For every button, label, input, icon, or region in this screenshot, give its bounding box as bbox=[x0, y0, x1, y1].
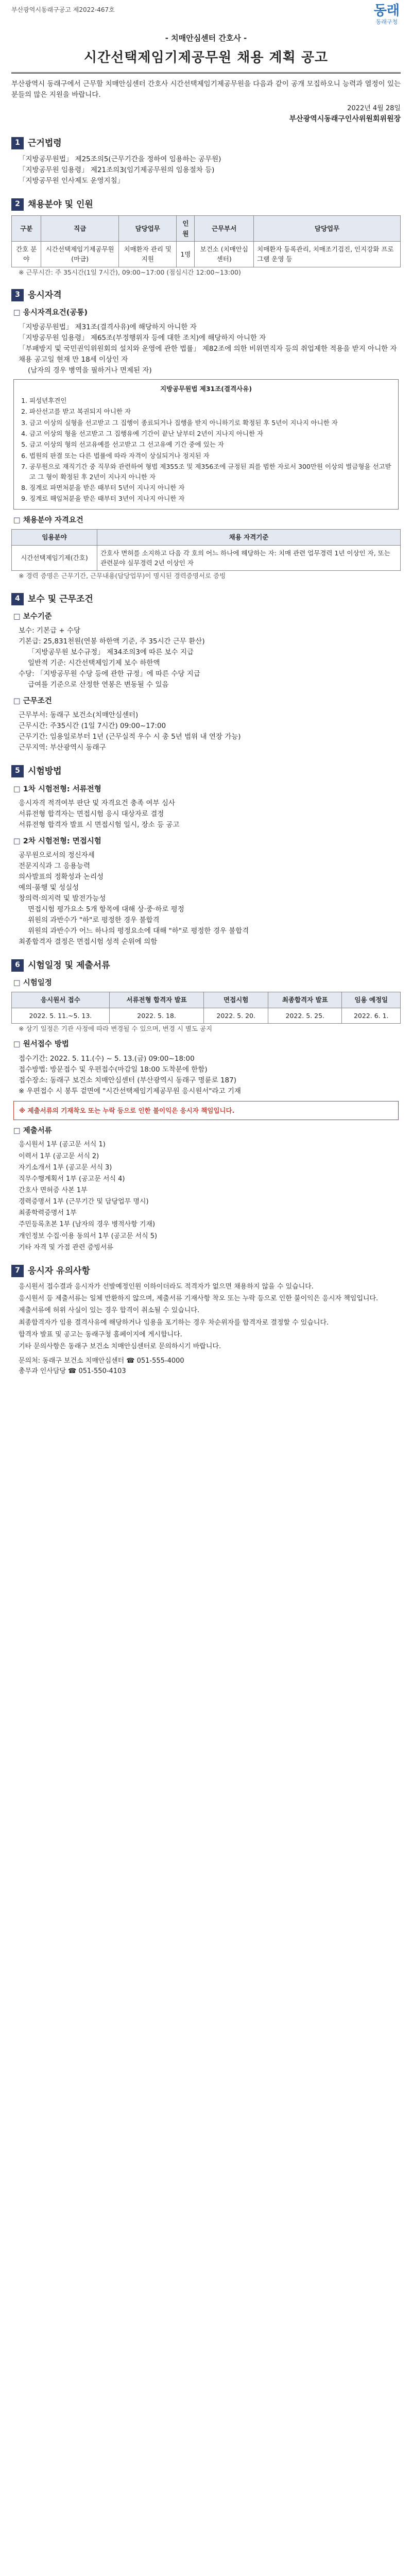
list-item: 서류전형 합격자는 면접시험 응시 대상자로 결정 bbox=[19, 809, 164, 818]
list-item: 「지방공무원법」 제25조의5(근무기간을 정하여 임용하는 공무원) bbox=[19, 155, 221, 164]
table-header: 서류전형 합격자 발표 bbox=[109, 992, 204, 1008]
list-item: 기본급: 25,831천원(연봉 하한액 기준, 주 35시간 근무 환산) bbox=[19, 637, 205, 646]
table-header: 최종합격자 발표 bbox=[268, 992, 342, 1008]
section-legal-basis bbox=[11, 137, 401, 187]
list-item: 서류전형 합격자 발표 시 면접시험 일시, 장소 등 공고 bbox=[19, 820, 180, 829]
table-cell: 치매환자 관리 및 지원 bbox=[119, 242, 177, 267]
list-item: 「지방공무원 보수규정」 제34조의3에 따른 보수 지급 bbox=[28, 648, 194, 657]
list-item: 예의·품행 및 성실성 bbox=[19, 883, 79, 892]
subsection-heading: □ 보수기준 bbox=[13, 613, 52, 621]
list-item: 전문지식과 그 응용능력 bbox=[19, 862, 90, 871]
table-row bbox=[12, 1008, 401, 1023]
document-item: 응시원서 1부 (공고문 서식 1) bbox=[19, 1141, 106, 1149]
list-item: 「부패방지 및 국민권익위원회의 설치와 운영에 관한 법률」 제82조에 의한 비위면직자 등의 취업제한 적용을 받지 아니한 자 bbox=[19, 344, 397, 353]
table-header: 면접시험 bbox=[204, 992, 268, 1008]
table-cell: 2022. 5. 18. bbox=[109, 1008, 204, 1023]
table-header: 담당업무 bbox=[119, 216, 177, 242]
list-item: 면접시험 평가요소 5개 항목에 대해 상·중·하로 평정 bbox=[28, 905, 184, 913]
brand-mark: 동래 bbox=[373, 3, 400, 19]
list-item: 위원의 과반수가 "하"로 평정한 경우 불합격 bbox=[28, 916, 160, 924]
table-header: 응시원서 접수 bbox=[12, 992, 110, 1008]
section-exam-method bbox=[11, 765, 401, 947]
table-cell: 2022. 5. 25. bbox=[268, 1008, 342, 1023]
subsection-heading: □ 근무조건 bbox=[13, 697, 52, 705]
list-item: 6. 법원의 판결 또는 다른 법률에 따라 자격이 상실되거나 정지된 자 bbox=[29, 451, 393, 461]
list-item: 7. 공무원으로 재직기간 중 직무와 관련하여 형법 제355조 및 제356조에 규정된 죄를 범한 자로서 300만원 이상의 벌금형을 선고받고 그 형이 확정된 후 2년이 지나지 아니한 자 bbox=[29, 462, 393, 482]
section-notes bbox=[11, 1264, 401, 1377]
list-item: 채용 공고일 현재 만 18세 이상인 자 bbox=[19, 355, 128, 364]
subsection-heading: □ 2차 시험전형: 면접시험 bbox=[13, 837, 101, 845]
signature-block bbox=[11, 104, 401, 125]
table-cell: 시간선택제임기제(간호) bbox=[12, 545, 97, 571]
list-item: 근무기간: 임용일로부터 1년 (근무실적 우수 시 총 5년 범위 내 연장 가능) bbox=[19, 733, 241, 741]
list-item: 4. 금고 이상의 형을 선고받고 그 집행유예 기간이 끝난 날부터 2년이 지나지 아니한 자 bbox=[29, 429, 393, 438]
section-schedule-docs bbox=[11, 959, 401, 1253]
list-item: 창의력·의지력 및 발전가능성 bbox=[19, 894, 106, 903]
table-cell: 1명 bbox=[177, 242, 195, 267]
table-header: 담당업무 bbox=[254, 216, 401, 242]
list-item: 보수: 기본급 + 수당 bbox=[19, 626, 81, 635]
section-number: 3 bbox=[11, 289, 24, 301]
table-cell: 2022. 5. 11.~5. 13. bbox=[12, 1008, 110, 1023]
table-cell: 치매환자 등록관리, 치매조기검진, 인지강화 프로그램 운영 등 bbox=[254, 242, 401, 267]
list-item: 최종합격자 결정은 면접시험 성적 순위에 의함 bbox=[19, 937, 158, 946]
list-item: 응시원서 등 제출서류는 일체 반환하지 않으며, 제출서류 기재사항 착오 또는 누락 등으로 인한 불이익은 응시자 책임입니다. bbox=[19, 1295, 379, 1303]
document-item: 간호사 면허증 사본 1부 bbox=[19, 1187, 88, 1194]
list-item: 합격자 발표 및 공고는 동래구청 홈페이지에 게시합니다. bbox=[19, 1330, 182, 1338]
subsection-heading: □ 시험일정 bbox=[13, 978, 52, 987]
list-item: 최종합격자가 임용 결격사유에 해당하거나 임용을 포기하는 경우 차순위자를 합격자로 결정할 수 있습니다. bbox=[19, 1318, 329, 1327]
table-note: ※ 근무시간: 주 35시간(1일 7시간), 09:00~17:00 (점심시간 12:00~13:00) bbox=[19, 268, 241, 276]
list-item: 8. 징계로 파면처분을 받은 때부터 5년이 지나지 아니한 자 bbox=[29, 483, 393, 493]
table-header: 인원 bbox=[177, 216, 195, 242]
contact-line: 총무과 인사담당 ☎ 051-550-4103 bbox=[19, 1367, 126, 1376]
section-title: 응시자 유의사항 bbox=[28, 1265, 90, 1276]
section-title: 채용분야 및 인원 bbox=[28, 199, 93, 210]
document-item: 주민등록초본 1부 (남자의 경우 병적사항 기재) bbox=[19, 1221, 156, 1229]
section-number: 4 bbox=[11, 593, 24, 605]
document-item: 직무수행계획서 1부 (공고문 서식 4) bbox=[19, 1175, 125, 1183]
list-item: 기타 문의사항은 동래구 보건소 치매안심센터로 문의하시기 바랍니다. bbox=[19, 1342, 221, 1350]
list-item: 일반적 기준: 시간선택제임기제 보수 하한액 bbox=[28, 659, 160, 668]
section-title: 보수 및 근무조건 bbox=[28, 594, 93, 604]
list-item: 1. 피성년후견인 bbox=[29, 396, 393, 405]
section-number: 7 bbox=[11, 1265, 24, 1277]
list-item: 2. 파산선고를 받고 복권되지 아니한 자 bbox=[29, 406, 393, 416]
table-cell: 간호사 면허를 소지하고 다음 각 호의 어느 하나에 해당하는 자: 치매 관련 업무경력 1년 이상인 자, 또는 관련분야 실무경력 2년 이상인 자 bbox=[97, 545, 401, 571]
section-number: 6 bbox=[11, 959, 24, 972]
list-item: 위원의 과반수가 어느 하나의 평정요소에 대해 "하"로 평정한 경우 불합격 bbox=[28, 926, 249, 935]
table-cell: 보건소 (치매안심센터) bbox=[195, 242, 254, 267]
notice-date: 2022년 4월 28일 bbox=[347, 104, 401, 112]
list-item: 공무원으로서의 정신자세 bbox=[19, 851, 95, 860]
intro-text: 부산광역시 동래구에서 근무할 치매안심센터 간호사 시간선택제임기제공무원을 다음과 같이 공개 모집하오니 능력과 열정이 있는 분들의 많은 지원을 바랍니다. bbox=[11, 80, 401, 99]
subsection-heading: □ 1차 시험전형: 서류전형 bbox=[13, 785, 101, 793]
disqualification-box bbox=[13, 379, 399, 510]
list-item: 5. 금고 이상의 형의 선고유예를 선고받고 그 선고유예 기간 중에 있는 자 bbox=[29, 439, 393, 449]
list-item: 제출서류에 허위 사실이 있는 경우 합격이 취소될 수 있습니다. bbox=[19, 1307, 200, 1315]
document-item: 기타 자격 및 가점 관련 증빙서류 bbox=[19, 1243, 113, 1251]
list-item: 「지방공무원 임용령」 제21조의3(임기제공무원의 임용절차 등) bbox=[19, 166, 215, 175]
list-item: 근무시간: 주35시간 (1일 7시간) 09:00~17:00 bbox=[19, 722, 166, 731]
subsection-heading: □ 채용분야 자격요건 bbox=[13, 516, 83, 524]
section-number: 5 bbox=[11, 765, 24, 777]
list-item: ※ 우편접수 시 봉투 겉면에 "시간선택제임기제공무원 응시원서"라고 기재 bbox=[19, 1087, 241, 1095]
warning-box bbox=[13, 1101, 399, 1120]
issuing-org: 부산광역시동래구인사위원회위원장 bbox=[289, 115, 401, 124]
positions-table bbox=[11, 215, 401, 267]
table-cell: 시간선택제임기제공무원(마급) bbox=[41, 242, 119, 267]
section-positions bbox=[11, 198, 401, 277]
list-item: (남자의 경우 병역을 필하거나 면제된 자) bbox=[28, 366, 152, 375]
list-item: 3. 금고 이상의 실형을 선고받고 그 집행이 종료되거나 집행을 받지 아니하기로 확정된 후 5년이 지나지 아니한 자 bbox=[29, 418, 393, 428]
table-header: 채용 자격기준 bbox=[97, 530, 401, 545]
section-title: 응시자격 bbox=[28, 290, 62, 301]
section-number: 1 bbox=[11, 137, 24, 149]
table-header: 임용분야 bbox=[12, 530, 97, 545]
document-item: 최종학력증명서 1부 bbox=[19, 1209, 77, 1217]
list-item: 급여를 기준으로 산정한 연봉은 변동될 수 있음 bbox=[28, 681, 169, 689]
list-item: 9. 징계로 해임처분을 받은 때부터 3년이 지나지 아니한 자 bbox=[29, 494, 393, 503]
requirements-table bbox=[11, 529, 401, 571]
list-item: 「지방공무원 인사제도 운영지침」 bbox=[19, 177, 125, 185]
subsection-heading: □ 응시자격요건(공통) bbox=[13, 309, 88, 317]
section-title: 근거법령 bbox=[28, 138, 62, 148]
section-pay-conditions bbox=[11, 592, 401, 754]
brand-text: 동래구청 bbox=[375, 19, 398, 25]
list-item: 「지방공무원법」 제31조(결격사유)에 해당하지 아니한 자 bbox=[19, 323, 197, 331]
contact-line: 문의처: 동래구 보건소 치매안심센터 ☎ 051-555-4000 bbox=[19, 1357, 184, 1365]
table-cell: 2022. 5. 20. bbox=[204, 1008, 268, 1023]
list-item: 수당: 「지방공무원 수당 등에 관한 규정」에 따른 수당 지급 bbox=[19, 670, 200, 679]
subsection-heading: □ 제출서류 bbox=[13, 1126, 52, 1135]
table-header: 임용 예정일 bbox=[342, 992, 401, 1008]
list-item: 근무부서: 동래구 보건소(치매안심센터) bbox=[19, 711, 139, 720]
warning-text: ※ 제출서류의 기재착오 또는 누락 등으로 인한 불이익은 응시자 책임입니다. bbox=[19, 1106, 235, 1114]
page-subtitle: - 치매안심센터 간호사 - bbox=[165, 33, 247, 43]
brand-logo bbox=[374, 4, 400, 26]
table-note: ※ 상기 일정은 기관 사정에 따라 변경될 수 있으며, 변경 시 별도 공지 bbox=[19, 1025, 213, 1033]
notice-number: 부산광역시동래구공고 제2022-467호 bbox=[11, 6, 115, 13]
document-item: 경력증명서 1부 (근무기간 및 담당업무 명시) bbox=[19, 1198, 149, 1206]
document-item: 자기소개서 1부 (공고문 서식 3) bbox=[19, 1163, 112, 1172]
contact-info bbox=[11, 1356, 401, 1377]
list-item: 응시자격 적격여부 판단 및 자격요건 충족 여부 심사 bbox=[19, 799, 175, 807]
section-title: 시험방법 bbox=[28, 766, 62, 777]
schedule-table bbox=[11, 992, 401, 1024]
subsection-heading: □ 원서접수 방법 bbox=[13, 1040, 69, 1049]
table-cell: 간호 분야 bbox=[12, 242, 41, 267]
title-divider bbox=[11, 72, 401, 74]
table-note: ※ 경력 증명은 근무기간, 근무내용(담당업무)이 명시된 경력증명서로 증빙 bbox=[19, 572, 226, 580]
list-item: 근무지역: 부산광역시 동래구 bbox=[19, 743, 106, 752]
list-item: 「지방공무원 임용령」 제65조(부정행위자 등에 대한 조치)에 해당하지 아니한 자 bbox=[19, 333, 266, 342]
table-header: 구분 bbox=[12, 216, 41, 242]
document-item: 이력서 1부 (공고문 서식 2) bbox=[19, 1152, 99, 1160]
box-title: 지방공무원법 제31조(결격사유) bbox=[160, 384, 252, 393]
table-row bbox=[12, 545, 401, 571]
list-item: 의사발표의 정확성과 논리성 bbox=[19, 873, 104, 882]
list-item: 접수방법: 방문접수 및 우편접수(마감일 18:00 도착분에 한함) bbox=[19, 1065, 208, 1074]
section-title: 시험일정 및 제출서류 bbox=[28, 960, 110, 971]
section-number: 2 bbox=[11, 198, 24, 211]
page-title: 시간선택제임기제공무원 채용 계획 공고 bbox=[83, 49, 329, 65]
list-item: 접수장소: 동래구 보건소 치매안심센터 (부산광역시 동래구 명륜로 187) bbox=[19, 1076, 236, 1084]
table-row bbox=[12, 242, 401, 267]
table-cell: 2022. 6. 1. bbox=[342, 1008, 401, 1023]
notes-list bbox=[11, 1282, 401, 1352]
document-item: 개인정보 수집·이용 동의서 1부 (공고문 서식 5) bbox=[19, 1232, 158, 1240]
table-header: 근무부서 bbox=[195, 216, 254, 242]
section-eligibility bbox=[11, 289, 401, 581]
list-item: 접수기간: 2022. 5. 11.(수) ~ 5. 13.(금) 09:00~18:00 bbox=[19, 1054, 195, 1063]
list-item: 응시원서 접수결과 응시자가 선발예정인원 이하이더라도 적격자가 없으면 채용하지 않을 수 있습니다. bbox=[19, 1283, 314, 1291]
table-header: 직급 bbox=[41, 216, 119, 242]
